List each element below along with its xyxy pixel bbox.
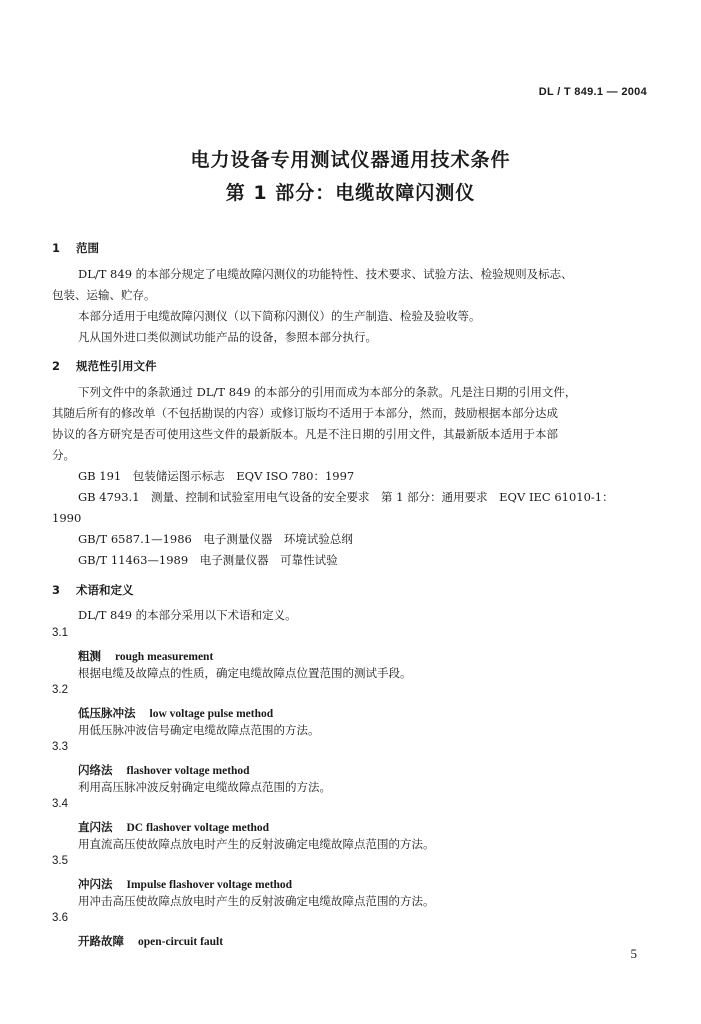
term-definition: 利用高压脉冲波反射确定电缆故障点范围的方法。 [78,780,331,794]
s3-intro: DL/T 849 的本部分采用以下术语和定义。 [78,608,297,622]
s2-paragraph-1b: 其随后所有的修改单（不包括勘误的内容）或修订版均不适用于本部分，然而，鼓励根据本部分达成 [52,406,558,420]
section-number: 1 [52,241,61,255]
term-number: 3.5 [52,855,68,867]
page-number: 5 [630,946,637,961]
term-heading [78,705,273,721]
term-heading [78,876,292,892]
term-heading [78,762,250,778]
section-number: 2 [52,359,61,373]
s1-paragraph-1b: 包装、运输、贮存。 [52,288,156,302]
term-definition: 根据电缆及故障点的性质，确定电缆故障点位置范围的测试手段。 [78,666,412,680]
term-number: 3.1 [52,627,68,639]
term-zh: 开路故障 [78,934,124,948]
term-zh: 冲闪法 [78,877,113,891]
section-title: 规范性引用文件 [76,359,157,373]
s2-paragraph-1c: 协议的各方研究是否可使用这些文件的最新版本。凡是不注日期的引用文件，其最新版本适用于本部 [52,427,558,441]
reference-gb-4793-1-year: 1990 [52,511,82,525]
term-en: DC flashover voltage method [126,822,270,834]
section-1-heading [52,240,99,256]
term-number: 3.3 [52,741,68,753]
term-number: 3.6 [52,912,68,924]
document-code: DL / T 849.1 — 2004 [538,86,647,98]
title-line-1: 电力设备专用测试仪器通用技术条件 [190,149,511,171]
term-number: 3.4 [52,798,68,810]
term-number: 3.2 [52,684,68,696]
section-number: 3 [52,583,61,597]
s2-paragraph-1d: 分。 [52,448,75,462]
reference-gb-4793-1: GB 4793.1 测量、控制和试验室用电气设备的安全要求 第 1 部分：通用要求 EQV IEC 61010-1： [78,490,614,504]
term-en: flashover voltage method [126,765,250,777]
s1-paragraph-1a: DL/T 849 的本部分规定了电缆故障闪测仪的功能特性、技术要求、试验方法、检验规则及标志、 [78,267,573,281]
term-heading [78,933,223,949]
term-zh: 粗测 [78,649,101,663]
term-heading [78,819,269,835]
section-3-heading [52,582,134,598]
term-definition: 用冲击高压使故障点放电时产生的反射波确定电缆故障点范围的方法。 [78,894,435,908]
term-en: rough measurement [115,651,214,663]
title-line-2: 第 1 部分：电缆故障闪测仪 [225,182,476,204]
section-2-heading [52,358,157,374]
term-zh: 直闪法 [78,820,113,834]
term-en: Impulse flashover voltage method [126,879,293,891]
term-en: low voltage pulse method [149,708,274,720]
term-zh: 闪络法 [78,763,113,777]
s1-paragraph-2: 本部分适用于电缆故障闪测仪（以下简称闪测仪）的生产制造、检验及验收等。 [78,309,481,323]
section-title: 范围 [76,241,99,255]
reference-gbt-11463: GB/T 11463—1989 电子测量仪器 可靠性试验 [78,553,338,567]
term-definition: 用低压脉冲波信号确定电缆故障点范围的方法。 [78,723,320,737]
term-definition: 用直流高压使故障点放电时产生的反射波确定电缆故障点范围的方法。 [78,837,435,851]
reference-gbt-6587-1: GB/T 6587.1—1986 电子测量仪器 环境试验总纲 [78,532,353,546]
term-heading [78,648,213,664]
section-title: 术语和定义 [76,583,134,597]
term-en: open-circuit fault [138,936,224,948]
s2-paragraph-1a: 下列文件中的条款通过 DL/T 849 的本部分的引用而成为本部分的条款。凡是注日期的引用文件， [78,385,577,399]
term-zh: 低压脉冲法 [78,706,136,720]
reference-gb-191: GB 191 包装储运图示标志 EQV ISO 780：1997 [78,469,355,483]
s1-paragraph-3: 凡从国外进口类似测试功能产品的设备，参照本部分执行。 [78,330,377,344]
